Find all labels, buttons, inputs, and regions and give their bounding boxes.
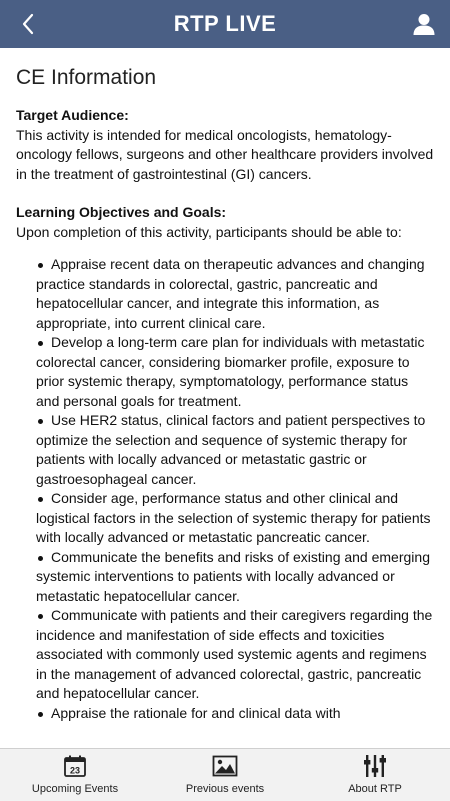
user-icon <box>412 12 436 36</box>
list-item: Communicate the benefits and risks of existing and emerging systemic interventions to patients with locally advanced or metastatic hepatocellular cancer. <box>16 548 434 607</box>
list-item: Use HER2 status, clinical factors and patient perspectives to optimize the selection and sequence of systemic therapy for patients with locally advanced or metastatic gastric or gastroesophageal cancer. <box>16 411 434 489</box>
tab-label: Upcoming Events <box>31 783 119 795</box>
top-bar <box>0 0 450 48</box>
target-audience-heading: Target Audience: <box>16 107 129 123</box>
list-item: Develop a long-term care plan for individuals with metastatic colorectal cancer, considering biomarker profile, exposure to prior systemic therapy, symptomatology, performance status and personal goals for treatment. <box>16 333 434 411</box>
tab-label: About RTP <box>348 783 402 795</box>
photo-icon <box>212 753 238 779</box>
target-audience-text: This activity is intended for medical oncologists, hematology-oncology fellows, surgeons and other healthcare providers involved in the treatment of gastrointestinal (GI) cancers. <box>16 126 434 182</box>
back-button[interactable] <box>8 4 48 44</box>
bottom-tab-bar <box>0 748 450 801</box>
calendar-icon <box>63 753 87 779</box>
objectives-heading: Learning Objectives and Goals: <box>16 204 227 220</box>
sliders-icon <box>363 753 387 779</box>
objectives-intro: Upon completion of this activity, participants should be able to: <box>16 223 402 240</box>
page-title: CE Information <box>16 66 157 89</box>
tab-label: Previous events <box>185 783 265 795</box>
tab-about-rtp[interactable] <box>300 749 450 801</box>
chevron-left-icon <box>21 12 35 36</box>
list-item: Appraise the rationale for and clinical data with <box>16 704 434 724</box>
objectives-list <box>16 255 434 723</box>
list-item: Consider age, performance status and other clinical and logistical factors in the selection of systemic therapy for patients with locally advanced or metastatic pancreatic cancer. <box>16 489 434 548</box>
ce-info-body <box>0 106 450 723</box>
app-title: RTP LIVE <box>173 11 277 36</box>
tab-upcoming-events[interactable] <box>0 749 150 801</box>
calendar-day: 23 <box>69 765 81 776</box>
content-scroll-area[interactable] <box>0 48 450 748</box>
list-item: Communicate with patients and their caregivers regarding the incidence and manifestation of side effects and toxicities associated with commonly used systemic agents and regimens in the management of advanced colorectal, gastric, pancreatic and hepatocellular cancer. <box>16 606 434 704</box>
list-item: Appraise recent data on therapeutic advances and changing practice standards in colorectal, gastric, pancreatic and hepatocellular cancer, and integrate this information, as appropriate, into current clinical care. <box>16 255 434 333</box>
tab-previous-events[interactable] <box>150 749 300 801</box>
profile-button[interactable] <box>404 4 444 44</box>
